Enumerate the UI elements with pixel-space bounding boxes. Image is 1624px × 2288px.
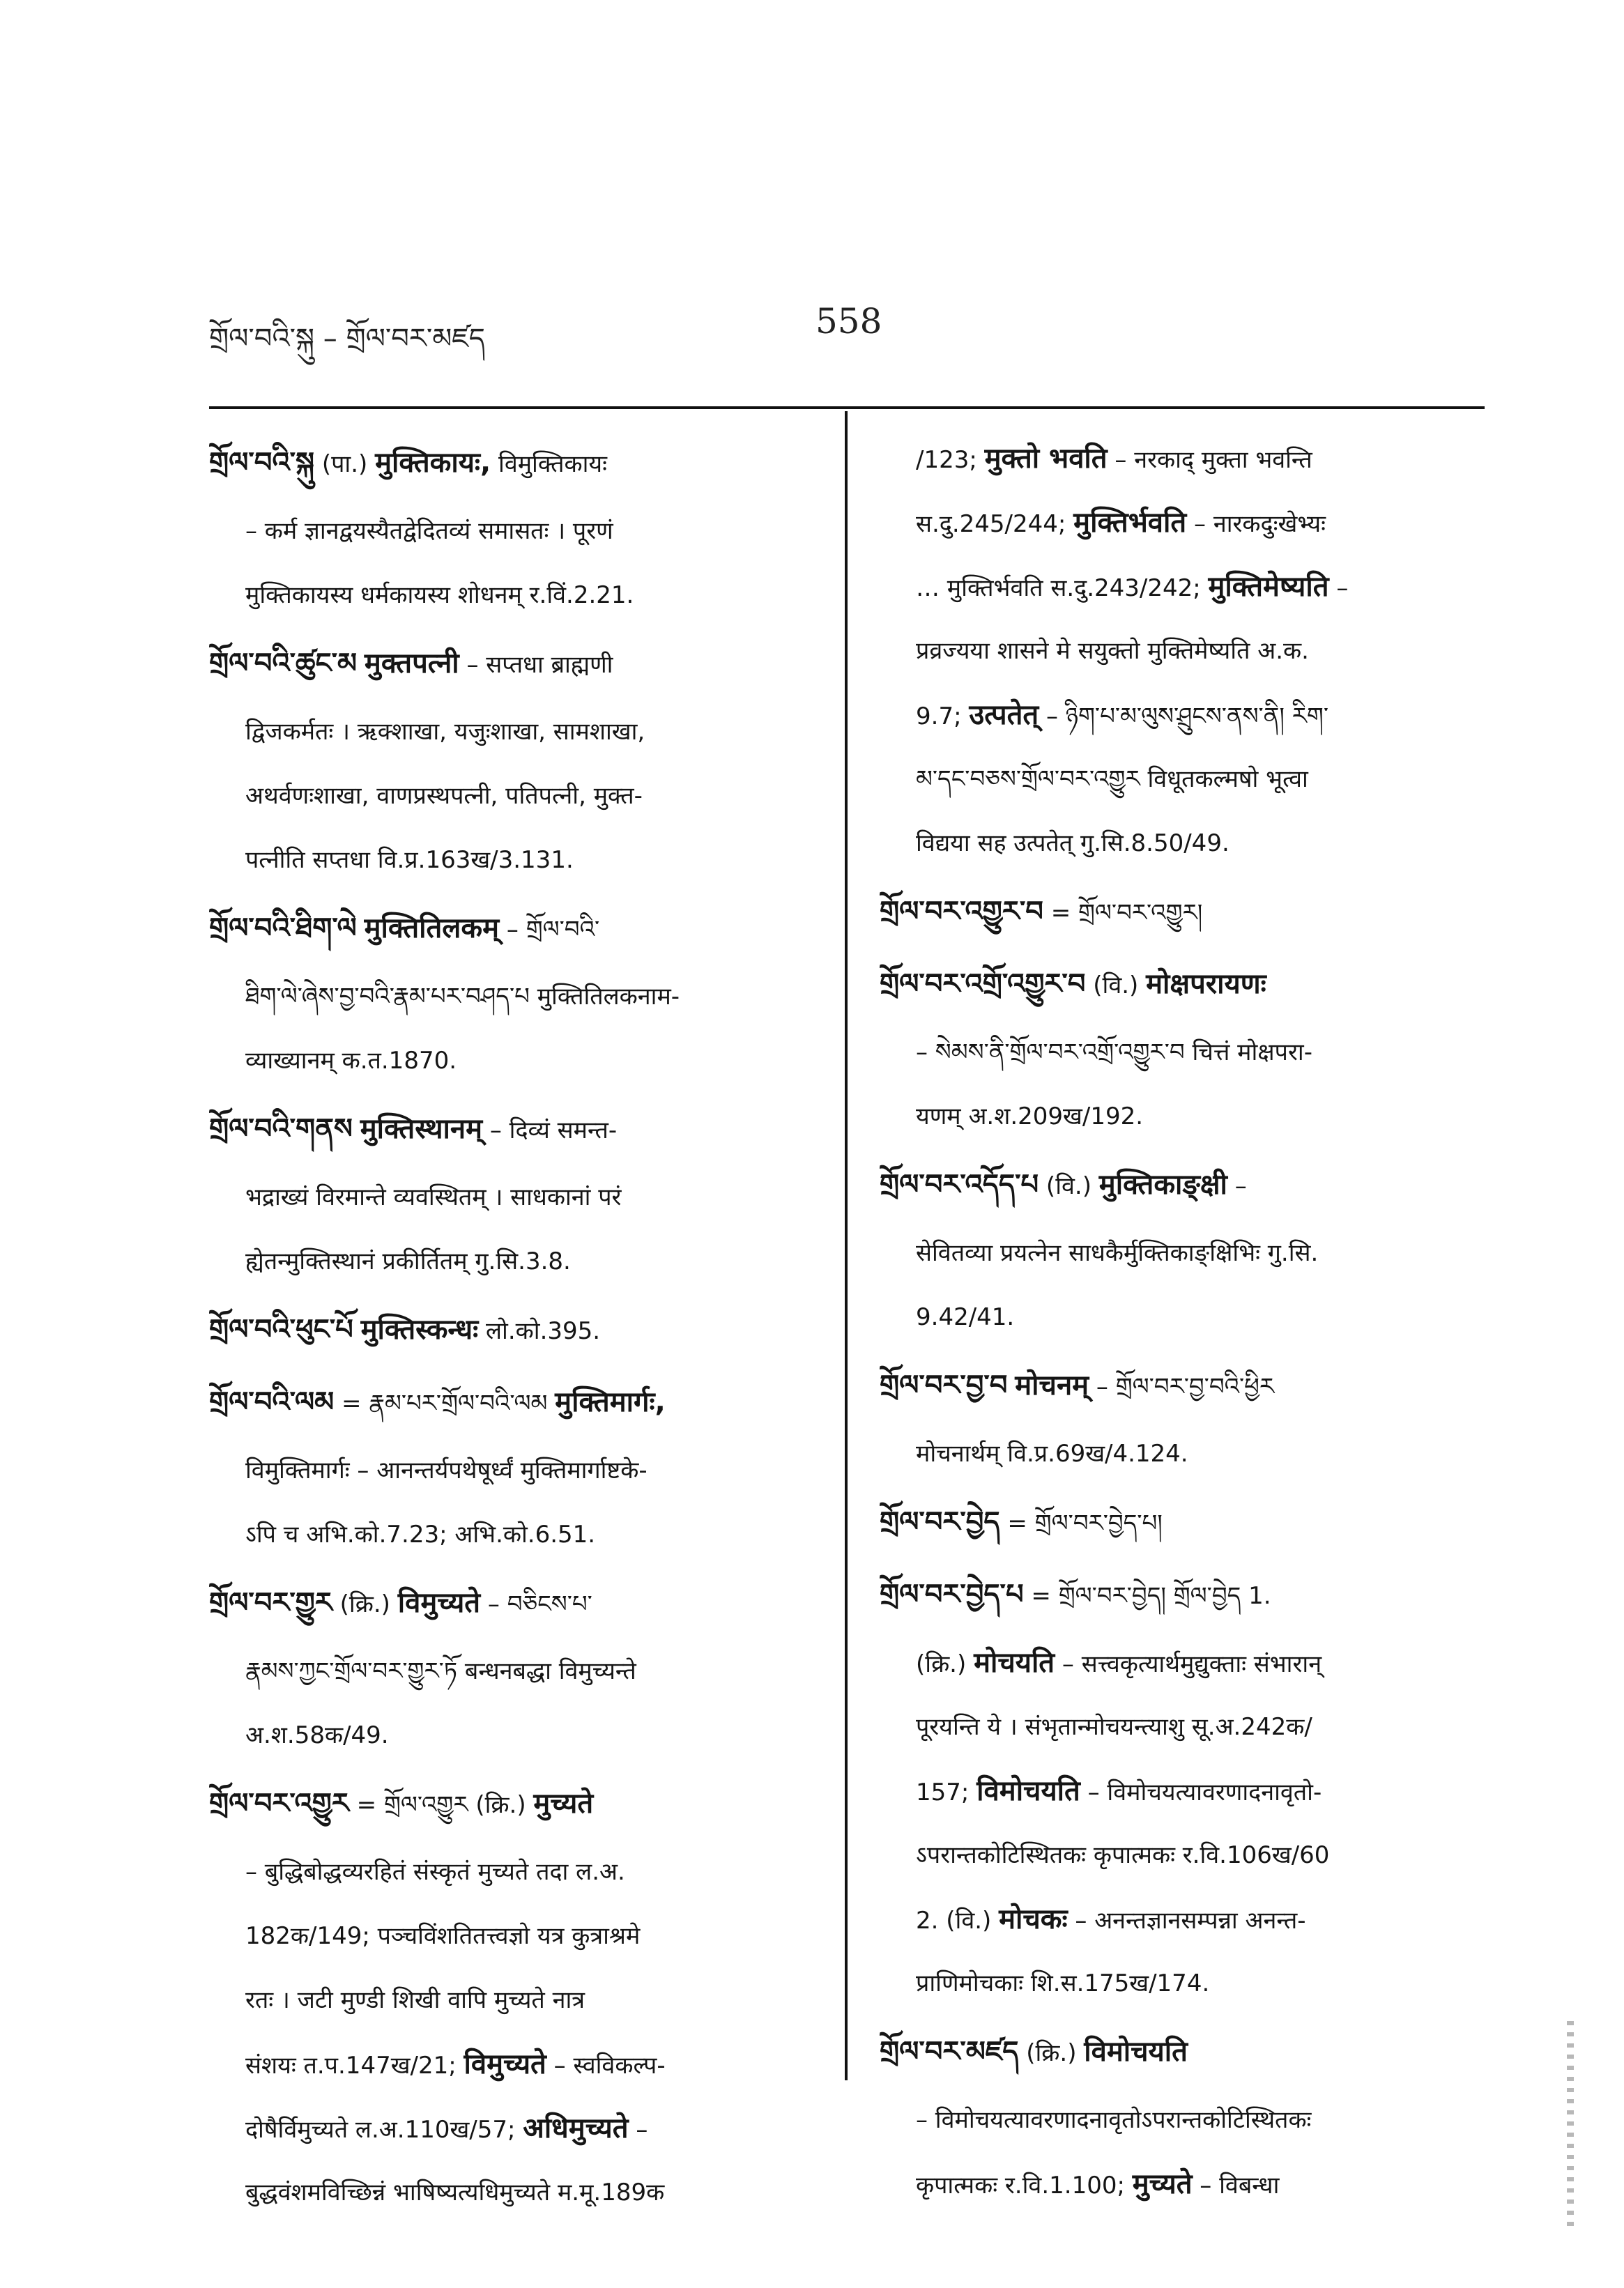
entry-continuation-line	[209, 1229, 822, 1293]
entry-continuation-line	[209, 499, 822, 563]
page-number: 558	[815, 301, 882, 341]
entry-continuation-line	[209, 700, 822, 764]
entry-continuation-line	[880, 1695, 1493, 1759]
entry-text: མ་དང་བཅས་གྲོལ་བར་འགྱུར विधूतकल्मषो भूत्वा	[916, 765, 1308, 793]
entry-text: मोचनार्थम् वि.प्र.69ख/4.124.	[916, 1440, 1188, 1468]
entry-text: –	[628, 2116, 648, 2144]
entry-continuation-line	[209, 2096, 822, 2160]
entry-text: – सप्तधा ब्राह्मणी	[459, 651, 613, 679]
right-column	[880, 427, 1493, 2216]
entry-continuation-line	[880, 683, 1493, 747]
sanskrit-equivalent: मुक्तपत्नी	[364, 647, 459, 680]
entry-text: – གྲོལ་བར་བྱ་བའི་ཕྱིར	[1089, 1373, 1275, 1401]
entry-text: – ཉིག་པ་མ་ལུས་ཤྲུངས་ནས་ནི། རིག་	[1039, 702, 1328, 730]
sanskrit-equivalent: मोक्षपरायणः	[1146, 968, 1266, 1000]
entry-text: स.दु.245/244;	[916, 510, 1074, 538]
entry-headword-line	[880, 1149, 1493, 1221]
entry-continuation-line	[880, 1285, 1493, 1349]
tibetan-headword: གྲོལ་བའི་གནས	[209, 1113, 353, 1145]
tibetan-headword: གྲོལ་བའི་ཐིག་ལེ	[209, 912, 357, 944]
entry-continuation-line	[209, 1840, 822, 1904]
tibetan-headword: གྲོལ་བའི་སྐུ	[209, 447, 315, 479]
entry-continuation-line	[209, 1438, 822, 1503]
entry-text: भद्राख्यं विरमान्ते व्यवस्थितम् । साधकानां परं	[245, 1183, 622, 1211]
entry-text: 182क/149; पञ्चविंशतितत्त्वज्ञो यत्र कुत्राश्रमे	[245, 1922, 641, 1950]
entry-text: – दिव्यं समन्त-	[482, 1116, 618, 1144]
sanskrit-equivalent: मोचकः	[999, 1903, 1068, 1935]
entry-text: व्याख्यानम् क.त.1870.	[245, 1047, 457, 1075]
entry-headword-line	[880, 1558, 1493, 1631]
sanskrit-equivalent: मुक्तिस्कन्धः	[360, 1314, 479, 1346]
entry-headword-line	[880, 875, 1493, 948]
entry-text: – अनन्तज्ञानसम्पन्ना अनन्त-	[1067, 1907, 1306, 1935]
entry-text: – विमोचयत्यावरणादनावृतोऽपरान्तकोटिस्थितकः	[916, 2106, 1312, 2134]
entry-text: –	[1227, 1172, 1247, 1200]
tibetan-headword: གྲོལ་བའི་ཚུང་མ	[209, 647, 358, 680]
entry-text: … मुक्तिर्भवति स.दु.243/242;	[916, 574, 1209, 602]
entry-continuation-line	[880, 811, 1493, 875]
entry-continuation-line	[880, 1221, 1493, 1285]
entry-text: – विमोचयत्यावरणादनावृतो-	[1080, 1779, 1322, 1806]
entry-text: (क्रि.)	[916, 1650, 974, 1678]
sanskrit-equivalent: विमोचयति	[1084, 2036, 1188, 2068]
entry-headword-line	[880, 948, 1493, 1020]
entry-headword-line	[880, 1486, 1493, 1558]
tibetan-headword: གྲོལ་བར་གྱུར	[209, 1587, 332, 1619]
sanskrit-equivalent: उत्पतेत्	[969, 699, 1039, 731]
tibetan-headword: གྲོལ་བའི་ལམ	[209, 1386, 335, 1418]
entry-continuation-line	[209, 1639, 822, 1703]
entry-headword-line	[209, 627, 822, 700]
entry-headword-line	[209, 1567, 822, 1639]
sanskrit-equivalent: मुक्तितिलकम्	[364, 912, 500, 944]
entry-continuation-line	[209, 1703, 822, 1767]
tibetan-headword: གྲོལ་བར་མཛད	[880, 2036, 1019, 2068]
entry-headword-line	[209, 1093, 822, 1165]
entry-headword-line	[209, 892, 822, 965]
entry-text: अ.श.58क/49.	[245, 1721, 389, 1749]
entry-text: (पा.)	[314, 450, 376, 478]
entry-text: अथर्वणःशाखा, वाणप्रस्थपत्नी, पतिपत्नी, मुक्त-	[245, 782, 643, 810]
scan-edge-mark	[1567, 2021, 1574, 2230]
entry-text: ऽपरान्तकोटिस्थितकः कृपात्मकः र.वि.106ख/60	[916, 1841, 1330, 1869]
entry-continuation-line	[880, 555, 1493, 619]
entry-continuation-line	[880, 2088, 1493, 2152]
entry-text: = གྲོལ་བར་འགྱུར།	[1043, 899, 1203, 927]
running-header-left: གྲོལ་བའི་སྐུ – གྲོལ་བར་མཛད	[209, 323, 485, 355]
entry-text: – बुद्धिबोद्धव्यरहितं संस्कृतं मुच्यते तदा ल.अ.	[245, 1858, 625, 1886]
sanskrit-equivalent: मोचनम्	[1015, 1369, 1089, 1402]
sanskrit-equivalent: विमुच्यते	[464, 2048, 546, 2080]
sanskrit-equivalent: मुक्तो भवति	[984, 443, 1108, 475]
entry-text: – བཅིངས་པ་	[480, 1590, 592, 1618]
entry-text: (वि.)	[1039, 1172, 1099, 1200]
entry-text: संशयः त.प.147ख/21;	[245, 2052, 464, 2080]
entry-headword-line	[209, 1293, 822, 1366]
entry-continuation-line	[880, 427, 1493, 491]
entry-continuation-line	[880, 1631, 1493, 1695]
entry-text: रतः । जटी मुण्डी शिखी वापि मुच्यते नात्र	[245, 1986, 585, 2014]
entry-text: 9.7;	[916, 702, 970, 730]
entry-text: (क्रि.)	[332, 1590, 398, 1618]
entry-text: 9.42/41.	[916, 1303, 1015, 1331]
tibetan-headword: གྲོལ་བར་འགྲོ་འགྱུར་བ	[880, 968, 1086, 1000]
entry-text: = གྲོལ་འགྱུར (क्रि.)	[348, 1791, 534, 1819]
tibetan-headword: གྲོལ་བར་བྱ་བ	[880, 1369, 1008, 1402]
entry-continuation-line	[209, 828, 822, 892]
entry-continuation-line	[209, 2160, 822, 2225]
entry-headword-line	[209, 1366, 822, 1438]
sanskrit-equivalent: मुक्तिकायः,	[375, 447, 491, 479]
entry-continuation-line	[880, 1084, 1493, 1149]
entry-headword-line	[209, 1767, 822, 1840]
entry-continuation-line	[880, 1823, 1493, 1887]
entry-text: – स्वविकल्प-	[546, 2052, 666, 2080]
entry-text	[357, 916, 365, 944]
tibetan-headword: གྲོལ་བར་འགྱུར་བ	[880, 896, 1043, 928]
entry-text: – གྲོལ་བའི་	[499, 916, 600, 944]
entry-text: – नारकदुःखेभ्यः	[1186, 510, 1326, 538]
entry-continuation-line	[209, 764, 822, 828]
entry-continuation-line	[880, 619, 1493, 683]
entry-text: प्राणिमोचकाः शि.स.175ख/174.	[916, 1970, 1210, 1997]
entry-text: पूरयन्ति ये । संभृतान्मोचयन्त्याशु सू.अ.242क/	[916, 1713, 1312, 1741]
entry-text: सेवितव्या प्रयत्नेन साधकैर्मुक्तिकाङ्क्षिभिः गु.सि.	[916, 1239, 1319, 1267]
entry-text: = རྣམ་པར་གྲོལ་བའི་ལམ	[334, 1390, 556, 1418]
entry-text: – སེམས་ནི་གྲོལ་བར་འགྲོ་འགྱུར་བ चित्तं मोक्षपरा-	[916, 1038, 1312, 1066]
left-column	[209, 427, 822, 2225]
entry-text: ऽपि च अभि.को.7.23; अभि.को.6.51.	[245, 1521, 596, 1549]
entry-text	[357, 651, 365, 679]
entry-continuation-line	[880, 1422, 1493, 1486]
tibetan-headword: གྲོལ་བར་བྱེད་པ	[880, 1579, 1024, 1611]
sanskrit-equivalent: अधिमुच्यते	[523, 2112, 629, 2144]
entry-text: लो.को.395.	[478, 1317, 601, 1345]
entry-text: मुक्तिकायस्य धर्मकायस्य शोधनम् र.विं.2.21.	[245, 581, 634, 609]
entry-continuation-line	[880, 1887, 1493, 1951]
entry-text: – कर्म ज्ञानद्वयस्यैतद्वेदितव्यं समासतः । पूरणं	[245, 517, 613, 545]
sanskrit-equivalent: मुच्यते	[1132, 2168, 1193, 2200]
entry-text: यणम् अ.श.209ख/192.	[916, 1103, 1144, 1130]
column-divider	[845, 411, 848, 2080]
entry-text	[1007, 1373, 1015, 1401]
entry-headword-line	[209, 427, 822, 499]
entry-continuation-line	[209, 1165, 822, 1229]
entry-text: – नरकाद् मुक्ता भवन्ति	[1107, 446, 1312, 474]
sanskrit-equivalent: मुक्तिकाङ्क्षी	[1098, 1169, 1227, 1201]
entry-continuation-line	[880, 491, 1493, 555]
sanskrit-equivalent: मोचयति	[974, 1647, 1055, 1679]
entry-text: (वि.)	[1085, 972, 1147, 999]
entry-text: ཐིག་ལེ་ཞེས་བྱ་བའི་རྣམ་པར་བཤད་པ मुक्तितिलकनाम-	[245, 983, 680, 1011]
entry-continuation-line	[209, 1503, 822, 1567]
entry-text: (क्रि.)	[1018, 2039, 1085, 2067]
entry-text: प्रव्रज्यया शासने मे सयुक्तो मुक्तिमेष्यति अ.क.	[916, 637, 1309, 665]
entry-text: विमुक्तिमार्गः – आनन्तर्यपथेषूर्ध्वं मुक्तिमार्गाष्टके-	[245, 1457, 648, 1484]
tibetan-headword: གྲོལ་བར་འགྱུར	[209, 1788, 349, 1820]
entry-continuation-line	[880, 1951, 1493, 2016]
sanskrit-equivalent: मुच्यते	[533, 1788, 594, 1820]
entry-text: पत्नीति सप्तधा वि.प्र.163ख/3.131.	[245, 846, 574, 874]
entry-text: – विबन्धा	[1192, 2172, 1280, 2199]
entry-continuation-line	[209, 1029, 822, 1093]
entry-text: = གྲོལ་བར་བྱེད། གྲོལ་བྱེད 1.	[1023, 1582, 1271, 1610]
entry-continuation-line	[209, 965, 822, 1029]
entry-continuation-line	[880, 747, 1493, 811]
sanskrit-equivalent: मुक्तिमेष्यति	[1208, 571, 1329, 603]
entry-continuation-line	[880, 2152, 1493, 2216]
entry-text: –	[1328, 574, 1349, 602]
entry-continuation-line	[209, 2032, 822, 2096]
entry-text	[353, 1317, 361, 1345]
entry-text: दोषैर्विमुच्यते ल.अ.110ख/57;	[245, 2116, 523, 2144]
entry-text: 157;	[916, 1779, 977, 1806]
entry-text: ह्येतन्मुक्तिस्थानं प्रकीर्तितम् गु.सि.3.8.	[245, 1247, 571, 1275]
entry-continuation-line	[880, 1759, 1493, 1823]
entry-text: རྣམས་ཀྱང་གྲོལ་བར་གྱུར་ཏོ बन्धनबद्धा विमुच्यन्ते	[245, 1657, 636, 1685]
entry-headword-line	[880, 1349, 1493, 1422]
entry-continuation-line	[880, 1020, 1493, 1084]
header-rule	[209, 406, 1485, 409]
entry-text: 2. (वि.)	[916, 1907, 999, 1935]
entry-text: कृपात्मकः र.वि.1.100;	[916, 2172, 1133, 2199]
entry-text: – सत्त्वकृत्यार्थमुद्युक्ताः संभारान्	[1055, 1650, 1322, 1678]
sanskrit-equivalent: मुक्तिस्थानम्	[360, 1113, 483, 1145]
entry-text: = གྲོལ་བར་བྱེད་པ།	[999, 1510, 1163, 1537]
entry-text: /123;	[916, 446, 985, 474]
entry-text: विद्यया सह उत्पतेत् गु.सि.8.50/49.	[916, 829, 1230, 857]
entry-text	[353, 1116, 360, 1144]
entry-continuation-line	[209, 563, 822, 627]
tibetan-headword: གྲོལ་བར་བྱེད	[880, 1506, 1000, 1538]
sanskrit-equivalent: मुक्तिमार्गः,	[555, 1386, 666, 1418]
entry-continuation-line	[209, 1904, 822, 1968]
sanskrit-equivalent: मुक्तिर्भवति	[1073, 507, 1187, 539]
sanskrit-equivalent: विमुच्यते	[397, 1587, 481, 1619]
tibetan-headword: གྲོལ་བའི་ཕུང་པོ	[209, 1314, 353, 1346]
entry-text: बुद्धवंशमविच्छिन्नं भाषिष्यत्यधिमुच्यते म.मू.189क	[245, 2179, 665, 2206]
tibetan-headword: གྲོལ་བར་འདོད་པ	[880, 1169, 1039, 1201]
entry-text: विमुक्तिकायः	[491, 450, 607, 478]
entry-continuation-line	[209, 1968, 822, 2032]
entry-headword-line	[880, 2016, 1493, 2088]
entry-text: द्विजकर्मतः । ऋक्शाखा, यजुःशाखा, सामशाखा,	[245, 718, 645, 746]
sanskrit-equivalent: विमोचयति	[976, 1775, 1080, 1807]
